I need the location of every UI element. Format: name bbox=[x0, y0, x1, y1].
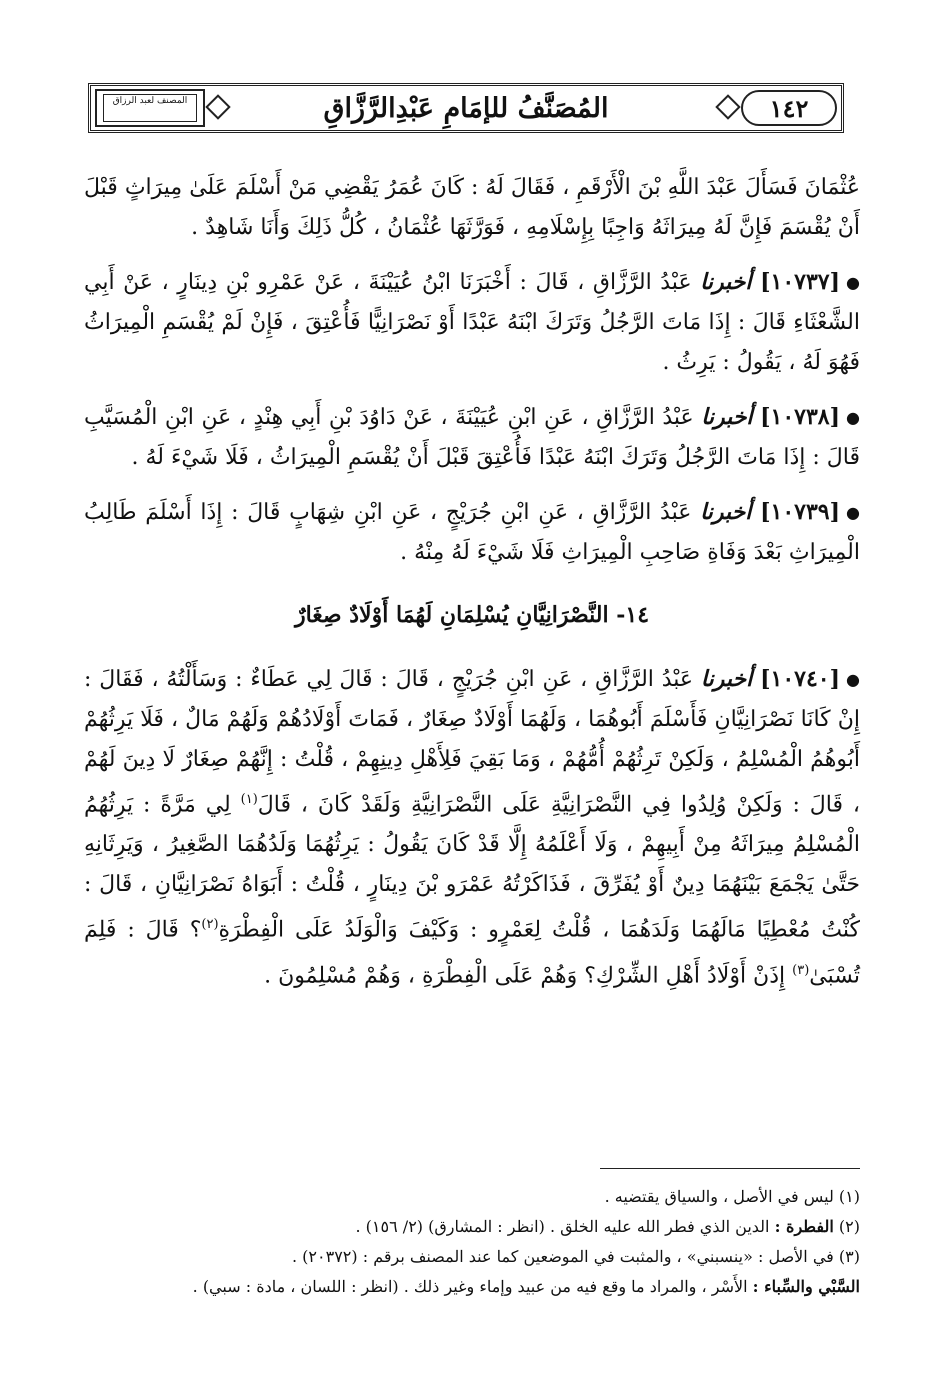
page-number: ١٤٢ bbox=[741, 90, 837, 126]
hadith-10738 bbox=[84, 397, 860, 478]
footnote-2 bbox=[84, 1212, 860, 1242]
hadith-number: [١٠٧٣٧] bbox=[760, 269, 841, 295]
hadith-number: [١٠٧٣٨] bbox=[760, 404, 841, 430]
footnote-3 bbox=[84, 1242, 860, 1272]
book-logo-seal bbox=[95, 89, 205, 127]
hadith-10737 bbox=[84, 262, 860, 383]
hadith-number: [١٠٧٤٠] bbox=[760, 666, 841, 692]
akhbarana-label: أخبرنا bbox=[701, 404, 753, 430]
footnote-term: السَّبْي والسِّباء : bbox=[752, 1277, 860, 1296]
footnote-text: ليس في الأصل ، والسياق يقتضيه . bbox=[604, 1187, 834, 1206]
akhbarana-label: أخبرنا bbox=[700, 499, 752, 525]
footnote-marker: (٢) bbox=[838, 1217, 860, 1236]
page-header bbox=[88, 83, 844, 133]
bullet-icon: ● bbox=[846, 670, 860, 689]
footnote-term: الفطرة : bbox=[774, 1217, 834, 1236]
book-title: المُصَنَّفُ للإمَامِ عَبْدِالرَّزَّاقِ bbox=[323, 92, 609, 124]
footnote-text: الأَسْر ، والمراد ما وقع فيه من عبيد وإماء وغير ذلك . (انظر : اللسان ، مادة : سبي) . bbox=[192, 1277, 748, 1296]
footnotes bbox=[84, 1182, 860, 1302]
hadith-text-part4: إِذَنْ أَوْلَادُ أَهْلِ الشِّرْكِ؟ وَهُمْ عَلَى الْفِطْرَةِ ، وَهُمْ مُسْلِمُونَ . bbox=[264, 962, 786, 988]
footnote-ref-2: (٢) bbox=[201, 917, 219, 933]
hadith-text-part3: ؟ قَالَ : فَلِمَ تُسْبَىٰ bbox=[84, 917, 860, 988]
hadith-text: عَبْدُ الرَّزَّاقِ ، قَالَ : أَخْبَرَنَا ابْنُ عُيَيْنَةَ ، عَنْ عَمْرِو بْنِ دِينَارٍ ، عَنْ أَبِي الشَّعْثَاءِ قَالَ : إِذَا مَاتَ الرَّجُلُ وَتَرَكَ ابْنَهُ عَبْدًا أَوْ نَصْرَانِيًّا فَأُعْتِقَ ، فَإِنْ لَمْ يُقْسَمِ الْمِيرَاثُ فَهُوَ لَهُ ، يَقُولُ : يَرِثُ . bbox=[84, 270, 860, 375]
hadith-text: عَبْدُ الرَّزَّاقِ ، عَنِ ابْنِ عُيَيْنَةَ ، عَنْ دَاوُدَ بْنِ أَبِي هِنْدٍ ، عَنِ ابْنِ الْمُسَيَّبِ قَالَ : إِذَا مَاتَ الرَّجُلُ وَتَرَكَ ابْنَهُ عَبْدًا فَأُعْتِقَ قَبْلَ أَنْ يُقْسَمِ الْمِيرَاثُ ، فَلَا شَيْءَ لَهُ . bbox=[84, 405, 860, 470]
footnote-1 bbox=[84, 1182, 860, 1212]
book-logo-text: المصنف لعبد الرزاق bbox=[103, 94, 197, 122]
footnote-ref-3: (٣) bbox=[792, 962, 810, 978]
hadith-text: عَبْدُ الرَّزَّاقِ ، عَنِ ابْنِ جُرَيْجٍ ، عَنِ ابْنِ شِهَابٍ قَالَ : إِذَا أَسْلَمَ طَالِبُ الْمِيرَاثِ بَعْدَ وَفَاةِ صَاحِبِ الْمِيرَاثِ فَلَا شَيْءَ لَهُ مِنْهُ . bbox=[84, 500, 860, 565]
section-heading: ١٤- النَّصْرَانِيَّانِ يُسْلِمَانِ لَهُمَا أَوْلَادٌ صِغَارٌ bbox=[294, 602, 650, 628]
footnote-marker: (٣) bbox=[838, 1247, 860, 1266]
header-ornament-right bbox=[715, 94, 740, 119]
akhbarana-label: أخبرنا bbox=[700, 666, 753, 692]
bullet-icon: ● bbox=[846, 503, 860, 522]
hadith-text-part1: عَبْدُ الرَّزَّاقِ ، عَنِ ابْنِ جُرَيْجٍ ، قَالَ : قَالَ لِي عَطَاءٌ : وَسَأَلْتُهُ ، فَقَالَ : إِنْ كَانَا نَصْرَانِيَّانِ فَأَسْلَمَ أَبُوهُمَا ، وَلَهُمَا أَوْلَادٌ صِغَارٌ ، فَمَاتَ أَوْلَادُهُمْ وَلَهُمْ مَالٌ ، فَلَا يَرِثُهُمْ أَبُوهُمُ الْمُسْلِمُ ، وَلَكِنْ تَرِثُهُمْ أُمُّهُمْ ، وَمَا بَقِيَ فَلِأَهْلِ دِينِهِمْ ، قُلْتُ : إِنَّهُمْ صِغَارٌ لَا دِينَ لَهُمْ ، قَالَ : وَلَكِنْ وُلِدُوا فِي النَّصْرَانِيَّةِ عَلَى النَّصْرَانِيَّةِ وَلَقَدْ كَانَ ، قَالَ bbox=[84, 667, 860, 818]
footnote-text: في الأصل : «ينسبني» ، والمثبت في الموضعين كما عند المصنف برقم : (٢٠٣٧٢) . bbox=[292, 1247, 834, 1266]
bullet-icon: ● bbox=[846, 408, 860, 427]
akhbarana-label: أخبرنا bbox=[700, 269, 752, 295]
hadith-text-part2: لِي مَرَّةً : يَرِثُهُمُ الْمُسْلِمُ مِيرَاثَهُ مِنْ أَبِيهِمْ ، وَلَا أَعْلَمُهُ إِلَّا قَدْ كَانَ يَقُولُ : يَرِثُهُمَا وَلَدُهُمَا الصَّغِيرُ ، وَيَرِثَانِهِ حَتَّىٰ يَجْمَعَ بَيْنَهُمَا دِينٌ أَوْ يُفَرِّقَ ، فَذَاكَرْتُهُ عَمْرَو بْنَ دِينَارٍ ، قُلْتُ : أَبَوَاهُ نَصْرَانِيَّانِ ، قَالَ : كُنْتُ مُعْطِيًا مَالَهُمَا وَلَدَهُمَا ، قُلْتُ لِعَمْرٍو : وَكَيْفَ وَالْوَلَدُ عَلَى الْفِطْرَةِ bbox=[84, 792, 860, 943]
header-ornament-left bbox=[205, 94, 230, 119]
bullet-icon: ● bbox=[846, 273, 860, 292]
hadith-10739 bbox=[84, 492, 860, 573]
footnote-4 bbox=[84, 1272, 860, 1302]
hadith-number: [١٠٧٣٩] bbox=[760, 499, 841, 525]
footnote-divider bbox=[600, 1168, 860, 1169]
page-body bbox=[84, 168, 860, 1010]
footnote-ref-1: (١) bbox=[240, 792, 258, 807]
footnote-text: الدين الذي فطر الله عليه الخلق . (انظر : المشارق) (٢/ ١٥٦) . bbox=[355, 1217, 770, 1236]
continuation-paragraph: عُثْمَانَ فَسَأَلَ عَبْدَ اللَّهِ بْنَ الْأَرْقَمِ ، فَقَالَ لَهُ : كَانَ عُمَرُ يَقْضِي مَنْ أَسْلَمَ عَلَىٰ مِيرَاثٍ قَبْلَ أَنْ يُقْسَمَ فَإِنَّ لَهُ مِيرَاثَهُ وَاجِبًا بِإِسْلَامِهِ ، فَوَرَّثَهَا عُثْمَانُ ، كُلُّ ذَلِكَ وَأَنَا شَاهِدٌ . bbox=[84, 175, 860, 240]
hadith-10740 bbox=[84, 659, 860, 996]
footnote-marker: (١) bbox=[838, 1187, 860, 1206]
